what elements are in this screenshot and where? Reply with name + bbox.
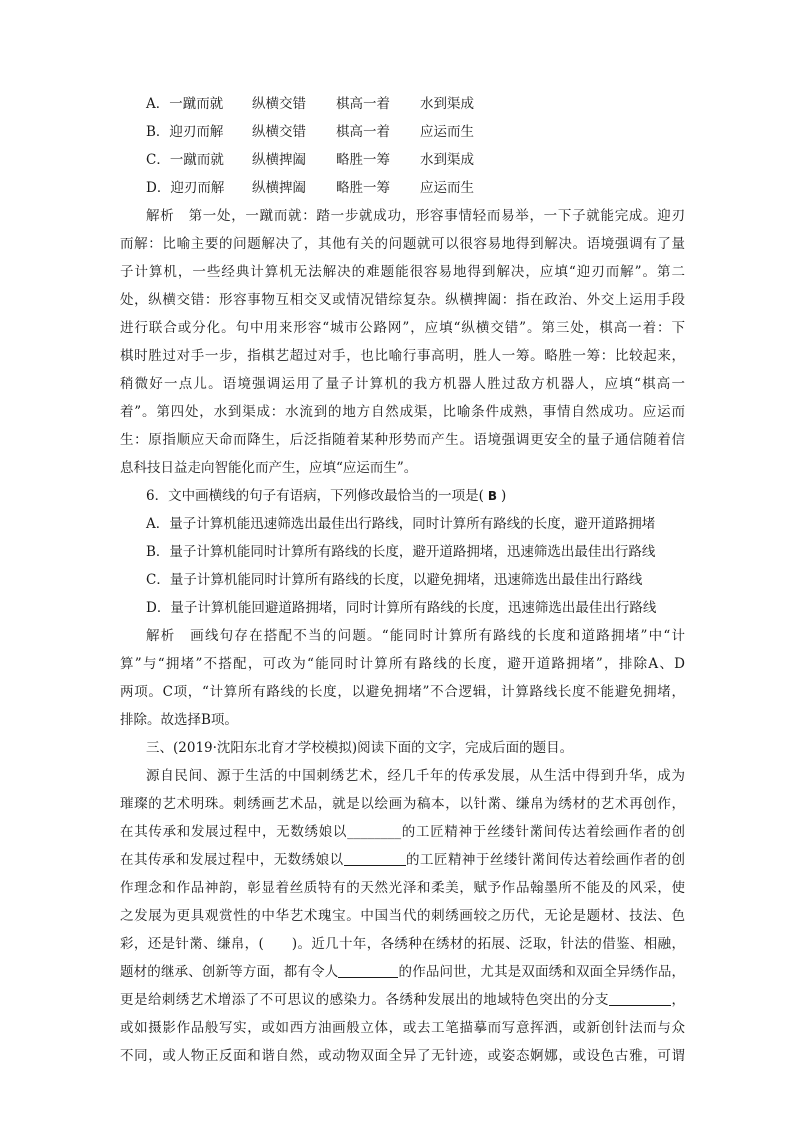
option-c-2: 纵横捭阖	[252, 152, 306, 168]
option-b-3: 棋高一着	[336, 124, 390, 140]
q6-option-d: D．量子计算机能回避道路拥堵，同时计算所有路线的长度，迅速筛选出最佳出行路线	[146, 600, 657, 616]
option-a-1: A．一蹴而就	[146, 96, 224, 112]
option-b-4: 应运而生	[420, 124, 474, 140]
option-a-3: 棋高一着	[336, 96, 390, 112]
option-b-2: 纵横交错	[252, 124, 306, 140]
passage-line-4-b: 的工匠精神于丝缕针黹间传达着绘画作者的创	[405, 852, 686, 868]
analysis1-line-2: 而解：比喻主要的问题解决了，其他有关的问题就可以很容易地得到解决。语境强调有了量	[120, 236, 685, 252]
passage-line-9-b: ，	[671, 992, 686, 1008]
option-a-2: 纵横交错	[252, 96, 306, 112]
passage-line-3: 在其传承和发展过程中，无数绣娘以________的工匠精神于丝缕针黹间传达着绘画作者的创	[120, 824, 685, 840]
analysis1-line-6: 棋时胜过对手一步，指棋艺超过对手，也比喻行事高明，胜人一筹。略胜一筹：比较起来，	[120, 348, 685, 364]
analysis1-line-3: 子计算机，一些经典计算机无法解决的难题能很容易地得到解决，应填“迎刃而解”。第二	[120, 264, 685, 280]
q6-option-a: A．量子计算机能迅速筛选出最佳出行路线，同时计算所有路线的长度，避开道路拥堵	[146, 516, 656, 532]
option-row-a	[146, 94, 474, 114]
analysis2-line-2: 算”与“拥堵”不搭配，可改为“能同时计算所有路线的长度，避开道路拥堵”，排除A、D	[120, 656, 685, 672]
passage-line-5: 作理念和作品神韵，彰显着丝质特有的天然光泽和柔美，赋予作品翰墨所不能及的风采，使	[120, 880, 685, 896]
option-row-b	[146, 122, 474, 142]
option-d-1: D．迎刃而解	[146, 180, 225, 196]
passage-line-9	[120, 990, 685, 1010]
passage-line-10: 或如摄影作品般写实，或如西方油画般立体，或去工笔描摹而写意挥洒，或新创针法而与众	[120, 1020, 685, 1036]
analysis1-line-10: 息科技日益走向智能化而产生，应填“应运而生”。	[120, 460, 418, 476]
passage-line-8-a: 题材的继承、创新等方面，都有令人	[120, 964, 339, 980]
option-d-3: 略胜一筹	[336, 180, 390, 196]
passage-line-6: 之发展为更具观赏性的中华艺术瑰宝。中国当代的刺绣画较之历代，无论是题材、技法、色	[120, 908, 685, 924]
q6-option-b: B．量子计算机能同时计算所有路线的长度，避开道路拥堵，迅速筛选出最佳出行路线	[146, 544, 656, 560]
passage-line-2: 璀璨的艺术明珠。刺绣画艺术品，就是以绘画为稿本，以针黹、缣帛为绣材的艺术再创作，	[120, 796, 685, 812]
analysis1-line-7: 稍微好一点儿。语境强调运用了量子计算机的我方机器人胜过敌方机器人，应填“棋高一	[120, 376, 685, 392]
question-6-answer: B	[487, 489, 498, 503]
option-c-1: C．一蹴而就	[146, 152, 224, 168]
option-c-4: 水到渠成	[420, 152, 474, 168]
q6-option-c: C．量子计算机能同时计算所有路线的长度，以避免拥堵，迅速筛选出最佳出行路线	[146, 572, 643, 588]
option-c-3: 略胜一筹	[336, 152, 390, 168]
option-d-4: 应运而生	[420, 180, 474, 196]
option-a-4: 水到渠成	[420, 96, 474, 112]
analysis2-line-3: 两项。C项，“计算所有路线的长度，以避免拥堵”不合逻辑，计算路线长度不能避免拥堵，	[120, 684, 685, 700]
section-3-heading: 三、(2019·沈阳东北育才学校模拟)阅读下面的文字，完成后面的题目。	[146, 740, 574, 756]
analysis1-line-5: 进行联合或分化。句中用来形容“城市公路网”，应填“纵横交错”。第三处，棋高一着：下	[120, 320, 685, 336]
passage-line-8	[120, 962, 685, 982]
question-6-close: )	[501, 488, 507, 504]
analysis1-line-9: 生：原指顺应天命而降生，后泛指随着某种形势而产生。语境强调更安全的量子通信随着信	[120, 432, 685, 448]
passage-line-8-b: 的作品问世，尤其是双面绣和双面全异绣作品，	[398, 964, 686, 980]
option-b-1: B．迎刃而解	[146, 124, 224, 140]
option-d-2: 纵横捭阖	[252, 180, 306, 196]
question-6-stem: 6．文中画横线的句子有语病，下列修改最恰当的一项是(	[146, 488, 484, 504]
passage-line-7: 彩，还是针黹、缣帛，( )。近几十年，各绣种在绣材的拓展、泛取，针法的借鉴、相融，	[120, 936, 685, 952]
option-row-c	[146, 150, 474, 170]
fill-blank-3	[609, 991, 671, 1006]
analysis1-line-1: 解析 第一处，一蹴而就：踏一步就成功，形容事情轻而易举，一下子就能完成。迎刃	[146, 208, 685, 224]
passage-line-11: 不同，或人物正反面和谐自然，或动物双面全异了无针迹，或姿态婀娜，或设色古雅，可谓	[120, 1048, 685, 1064]
analysis1-line-8: 着”。第四处，水到渠成：水流到的地方自然成渠，比喻条件成熟，事情自然成功。应运而	[120, 404, 685, 420]
fill-blank-2	[338, 963, 398, 978]
passage-line-1: 源自民间、源于生活的中国刺绣艺术，经几千年的传承发展，从生活中得到升华，成为	[146, 768, 685, 784]
option-row-d	[146, 178, 474, 198]
question-6	[146, 486, 506, 506]
passage-line-9-a: 更是给刺绣艺术增添了不可思议的感染力。各绣种发展出的地域特色突出的分支	[120, 992, 610, 1008]
analysis2-line-1: 解析 画线句存在搭配不当的问题。“能同时计算所有路线的长度和道路拥堵”中“计	[146, 628, 685, 644]
analysis1-line-4: 处，纵横交错：形容事物互相交叉或情况错综复杂。纵横捭阖：指在政治、外交上运用手段	[120, 292, 685, 308]
passage-line-4-a: 在其传承和发展过程中，无数绣娘以	[120, 852, 344, 868]
passage-line-4	[120, 850, 685, 870]
analysis2-line-4: 排除。故选择B项。	[120, 712, 238, 728]
fill-blank-1	[344, 851, 406, 866]
